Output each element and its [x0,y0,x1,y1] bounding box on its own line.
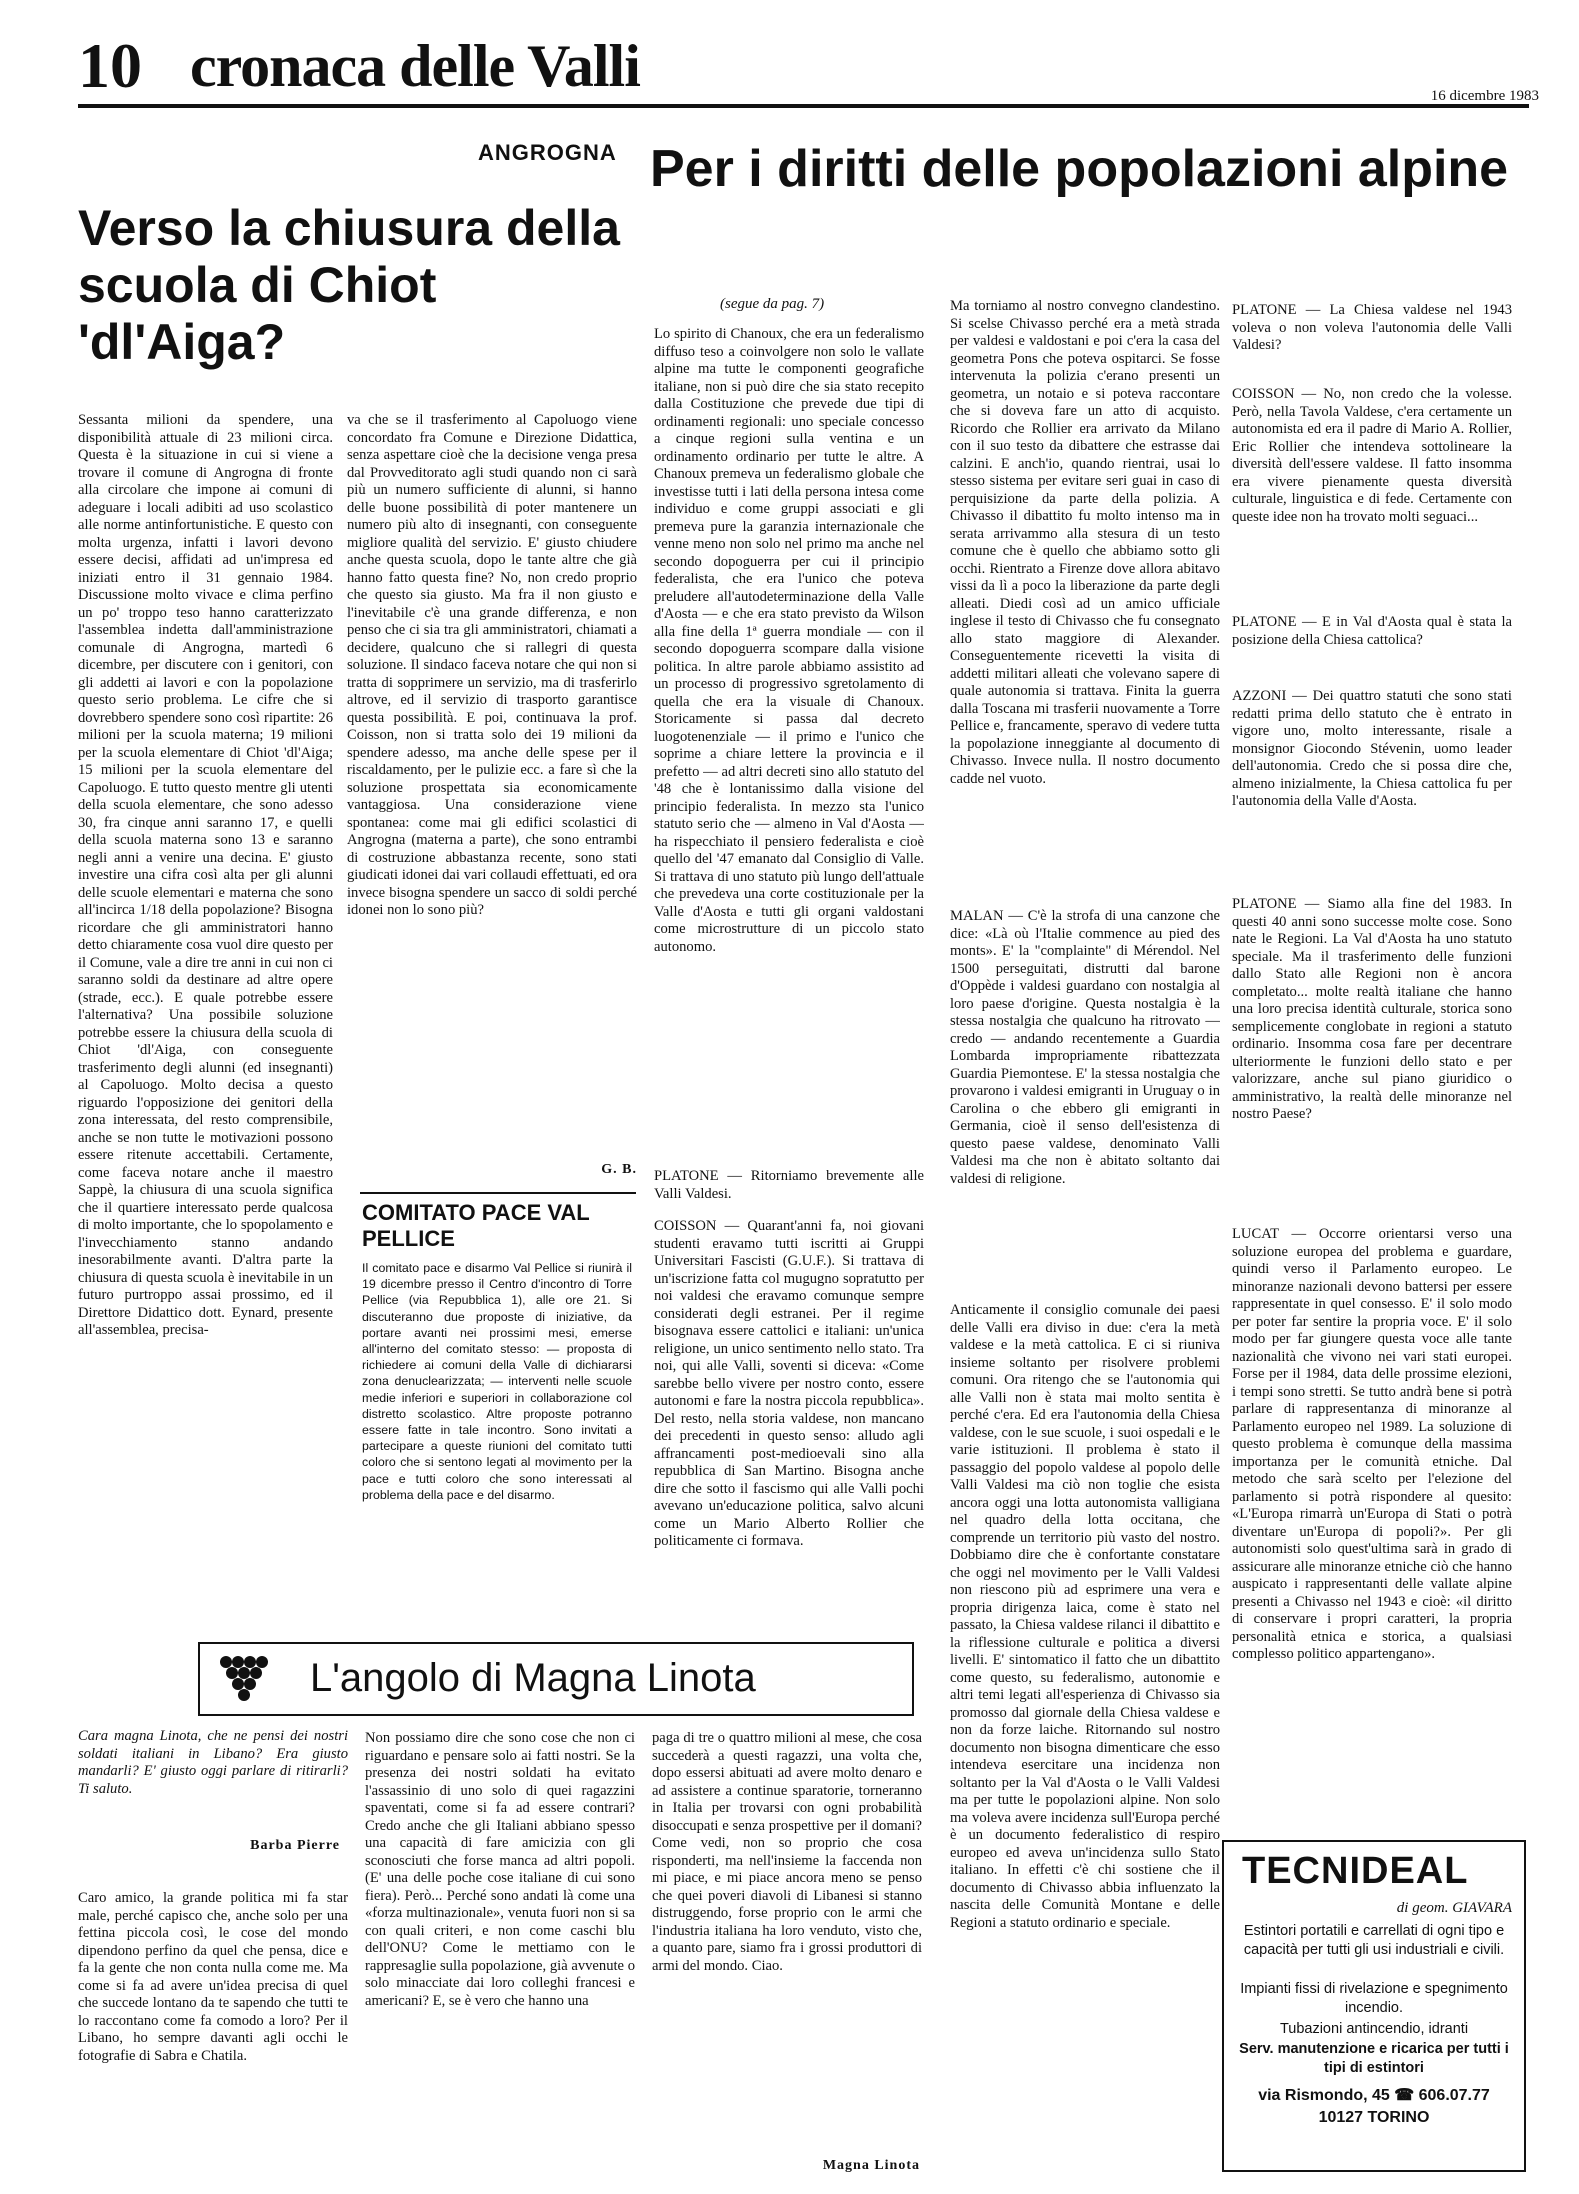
ad-line-2: Impianti fissi di rivelazione e spegnimento incendio. [1240,1981,1508,2016]
article-kicker: ANGROGNA [478,140,617,165]
right-column-3-f: LUCAT — Occorre orientarsi verso una soluzione europea del problema e guardare, quindi verso il Parlamento europeo. Le minoranze nazionali devono battersi per essere rappresentate in quel consesso. E' il solo modo per poter far sentire la propria voce. E' il solo modo per far giungere questa voce alle tante nazionalità che vivono nei vari stati europei. Forse per il 1984, data delle prossime elezioni, i tempi sono stretti. Se tutto andrà bene si potrà parlare di rappresentanza di minoranze al Parlamento europeo nel 1989. La soluzione di questo problema è comunque della massima importanza per le comunità etniche. Dal metodo che sarà scelto per l'elezione del parlamento si potrà rispondere al quesito: «L'Europa rimarrà un'Europa di Stati o potrà diventare un'Europa di popoli?». Per gli autonomisti solo quest'ultima sarà in grado di assicurare alle minoranze etniche ciò che hanno auspicato i rappresentanti delle vallate alpine presenti a Chivasso nel 1943 e cioè: «il diritto di conservare i propri caratteri, la propria personalità etnica e storica, a qualsiasi complesso politico appartengano». [1232,1226,1512,1662]
newspaper-section-title: cronaca delle Valli [190,33,640,99]
right-column-3-b: COISSON — No, non credo che la volesse. Però, nella Tavola Valdese, c'era certamente un autonomista ed era il padre di Mario A. Rollier, Eric Rollier che intendeva sottolineare la diversità dell'essere valdese. Il fatto insomma era vivere pienamente questa diversità culturale, linguistica e di fede. Certamente con queste idee non ha trovato molti seguaci... [1232,386,1512,525]
continued-note: (segue da pag. 7) [720,296,825,312]
magna-linota-title: L'angolo di Magna Linota [310,1656,756,1700]
ad-city: 10127 TORINO [1318,2109,1430,2126]
right-column-1-coisson: COISSON — Quarant'anni fa, noi giovani studenti eravamo tutti iscritti ai Gruppi Universitari Fascisti (G.U.F.). Si trattava di un'iscrizione fatta col mugugno sopratutto per noi valdesi che eravamo comunque sempre considerati degli estranei. Per il regime bisognava essere cattolici e italiani: un'unica religione, un unico sentimento nello stato. Tra noi, qui alle Valli, soventi si diceva: «Come sarebbe bello vivere per nostro conto, essere autonomi e fare la nostra piccola repubblica». Del resto, nella storia valdese, non mancano dei precedenti in questo senso: alludo agli affrancamenti post-medioevali sino alla repubblica di San Martino. Bisogna anche dire che sotto il fascismo qui alle Valli pochi avevano un'educazione politica, salvo alcuni come un Mario Alberto Rollier che politicamente ci formava. [654,1218,924,1549]
reply-column-2: Non possiamo dire che sono cose che non ci riguardano e pensare solo ai fatti nostri. Se la presenza dei nostri soldati ha evitato l'assassinio di uno solo di quei ragazzini spaventati, come si fa ad essere contrari? Credo anche che gli Italiani abbiano spesso una capacità di fare amicizia con gli sconosciuti che forse manca ad altri popoli. (E' una delle poche cose italiane di cui sono fiera). Però... Perché sono andati là come una «forza multinazionale», venuta fuori non si sa con quali criteri, e non come caschi blu dell'ONU? Come le mettiamo con le rappresaglie sulla popolazione, già avvenute o solo minacciate dai loro colleghi francesi e americani? E, se è vero che hanno una [365,1730,635,2009]
comitato-text: Il comitato pace e disarmo Val Pellice si riunirà il 19 dicembre presso il Centro d'incontro di Torre Pellice (via Repubblica 1), alle ore 21. Si discuteranno due proposte di iniziative, da portare avanti nei prossimi mesi, emerse all'interno del comitato stesso: — proposta di richiedere ai comuni della Valle di dichiararsi zona denuclearizzata; — interventi nelle scuole medie inferiori e superiori in collaborazione col distretto scolastico. Altre proposte potranno essere fatte in tale incontro. Sono invitati a partecipare a queste riunioni del comitato tutti coloro che si sentono legati al movimento per la pace e tutti coloro che sono interessati al problema della pace e del disarmo. [362,1261,632,1502]
right-column-2: Ma torniamo al nostro convegno clandestino. Si scelse Chivasso perché era a metà strada per valdesi e valdostani e poi c'era la casa del geometra Pons che poteva ospitarci. Se fosse intervenuta la polizia c'erano presenti un geometra, un notaio e si poteva raccontare che si doveva fare un atto di acquisto. Ricordo che Rollier era arrivato da Milano con il suo testo da dibattere che estrasse dai calzini. E anch'io, quando rientrai, usai lo stesso sistema per evitare seri guai in caso di perquisizione da parte della polizia. A Chivasso il dibattito fu molto intenso ma in serata arrivammo alla stesura di un testo comune che è quello che abbiamo sotto gli occhi. Rientrato a Firenze dove allora abitavo vissi da lì a poco la liberazione da parte degli alleati. Diedi così ad un amico ufficiale inglese il testo di Chivasso che fu consegnato allo stato maggiore di Alexander. Conseguentemente ricevetti la visita di addetti militari alleati che volevano sapere di quale autonomia si trattava. Finita la guerra dalla Toscana mi trasferii nuovamente a Torre Pellice e, francamente, speravo di vedere tutta la popolazione inneggiante al documento di Chivasso. Invece nulla. Il nostro documento cadde nel vuoto. [950,298,1220,787]
article-headline: Verso la chiusura della scuola di Chiot 'dl'Aiga? [78,200,620,370]
ad-line-3: Tubazioni antincendio, idranti [1279,2021,1469,2037]
ad-address: via Rismondo, 45 ☎ 606.07.77 [1258,2087,1490,2104]
right-column-1: Lo spirito di Chanoux, che era un federalismo diffuso teso a coinvolgere non solo le vallate alpine ma tutte le componenti geografiche italiane, non si può dire che sia stato recepito dalla Costituzione che prevede due tipi di ordinamenti regionali: uno speciale concesso a cinque regioni sulla ventina e un ordinamento ordinario per tutte le altre. A Chanoux premeva un federalismo globale che investisse tutti i lati della persona intesa come individuo e come gruppi associati e gli premeva pure la garanzia internazionale che venne meno non solo nel primo ma anche nel secondo dopoguerra per cui il principio federalista, che era l'unico che poteva preludere all'autodeterminazione della Valle d'Aosta — e che era stato previsto da Wilson alla fine della 1ª guerra mondiale — con il secondo dopoguerra scompare dalla visione politica. In altre parole abbiamo assistito ad un processo di progressivo sgretolamento di quella che era la visuale di Chanoux. Storicamente si passa dal decreto luogotenenziale — il primo e l'unico che soprime a chiare lettere la provincia e il prefetto — ad altri decreti sino allo statuto del '48 che è lontanissimo dalla visione del principio federalista. In mezzo sta l'unico statuto serio che — almeno in Val d'Aosta — ha rispecchiato il pensiero federalista e cioè quello del '47 emanato dal Consiglio di Valle. Si trattava di uno statuto più lungo dell'attuale che prevedeva una corte costituzionale per la Valle d'Aosta e tutti gli organi valdostani come microstrutture di un piccolo stato autonomo. [654,326,924,955]
reader-letter-signature: Barba Pierre [250,1838,340,1853]
right-article-headline: Per i diritti delle popolazioni alpine [650,140,1509,198]
ad-line-1: Estintori portatili e carrellati di ogni tipo e capacità per tutti gli usi industriali e civili. [1243,1923,1505,1958]
article-column-2: va che se il trasferimento al Capoluogo viene concordato fra Comune e Direzione Didattica, senza aspettare cioè che la decisione venga presa dal Provveditorato agli studi quando non ci sarà più un numero sufficiente di alunni, si hanno delle buone possibilità di poter mantenere un numero più alto di insegnanti, con conseguente migliore qualità del servizio. E' giusto chiudere anche questa scuola, dopo le tante altre che già hanno fatto questa fine? No, non credo proprio che questo sia giusto. Ma fra il non giusto e l'inevitabile c'è una grande differenza, e non penso che ci sia tra gli amministratori, chiamati a decidere, qualcuno che si rallegri di questa soluzione. Il sindaco faceva notare che qui non si tratta di sopprimere un servizio, ma di trasferirlo altrove, ed il servizio di trasporto garantisce questa possibilità. E poi, continuava la prof. Coisson, non si tratta solo dei 19 milioni da spendere adesso, ma anche delle spese per il riscaldamento, per le pulizie ecc. a fare sì che la soluzione prospettata sia economicamente vantaggiosa. Una considerazione viene spontanea: come mai gli edifici scolastici di Angrogna (materna a parte), che sono entrambi di costruzione abbastanza recente, sono stati giudicati idonei dai vari collaudi effettuati, ed ora invece bisogna spendere un sacco di soldi perché idonei non lo sono più? [347,412,637,918]
right-column-3-d: AZZONI — Dei quattro statuti che sono stati redatti prima dello statuto che è entrato in vigore uno, molto interessante, risale a monsignor Giocondo Stévenin, uomo leader dell'autonomia. Credo che si possa dire che, almeno inizialmente, la Chiesa cattolica fu per l'autonomia della Valle d'Aosta. [1232,688,1512,809]
reply-column-3: paga di tre o quattro milioni al mese, che cosa succederà a questi ragazzi, una volta che, dopo essersi abituati ad avere molto denaro e ad assistere a continue sparatorie, torneranno in Italia per trovarsi con ogni probabilità disoccupati e senza prospettive per il domani? Come vedi, non so proprio che cosa risponderti, ma nell'insieme la faccenda non mi piace, e mi piace ancora meno se penso che quei poveri diavoli di Libanesi si stanno distruggendo, forse proprio con le armi che l'industria italiana ha loro venduto, visto che, a quanto pare, siamo fra i grossi produttori di armi del mondo. Ciao. [652,1730,922,1974]
magna-linota-banner [198,1642,914,1716]
right-column-2-malan: MALAN — C'è la strofa di una canzone che dice: «Là où l'Italie commence au pied des monts». E' la "complainte" di Mérendol. Nel 1500 perseguitati, distrutti dal barone d'Oppède i valdesi guardano con nostalgia al loro paese d'origine. Questa nostalgia è la stessa nostalgia che qualcuno ha ritrovato — credo — andando recentemente a Guardia Lombarda impropriamente ribattezzata Guardia Piemontese. E' la stessa nostalgia che provarono i valdesi emigranti in Uruguay o in Carolina o che ebbero gli emigranti in Germania, cioè il senso dell'esistenza di questo paese valdese, denominato Valli Valdesi ma che non è abitato soltanto dai valdesi di religione. [950,908,1220,1187]
page-number: 10 [78,30,142,101]
right-column-3-c: PLATONE — E in Val d'Aosta qual è stata la posizione della Chiesa cattolica? [1232,614,1512,648]
right-column-3-e: PLATONE — Siamo alla fine del 1983. In questi 40 anni sono successe molte cose. Sono nate le Regioni. La Val d'Aosta ha uno statuto speciale. Ma il trasferimento delle funzioni dallo Stato alle Regioni non è ancora completato... molte realtà italiane che hanno una loro precisa identità culturale, storica sono semplicemente conglobate in regioni a statuto ordinario. Insomma cosa fare per decentrare ulteriormente le funzioni dello stato e per valorizzare, anche sul piano giuridico o amministrativo, la realtà delle minoranze nel nostro Paese? [1232,896,1512,1122]
header-rule [78,104,1529,108]
right-column-1-platone: PLATONE — Ritorniamo brevemente alle Valli Valdesi. [654,1168,924,1202]
ad-brand: TECNIDEAL [1242,1850,1469,1892]
article-column-1: Sessanta milioni da spendere, una disponibilità attuale di 23 milioni circa. Questa è la situazione in cui si viene a trovare il comune di Angrogna di fronte alla circolare che impone ai comuni di adeguare i locali adibiti ad uso scolastico alle norme antinfortunistiche. E questo con molta urgenza, infatti i lavori devono essere decisi, affidati ad un'impresa ed iniziati entro il 31 gennaio 1984. Discussione molto vivace e clima perfino un po' troppo teso hanno caratterizzato l'assemblea indetta dall'amministrazione comunale di Angrogna, martedì 6 dicembre, per discutere con i genitori, con gli addetti ai lavori e con la popolazione questo serio problema. Le cifre che si dovrebbero spendere sono così ripartite: 26 milioni per la scuola materna; 19 milioni per la scuola elementare di Chiot 'dl'Aiga; 15 milioni per la scuola elementare del Capoluogo. E tutto questo mentre gli utenti della scuola elementare, che sono adesso 30, fra cinque anni saranno 17, e quelli della scuola materna sono 13 e saranno negli anni a venire una decina. E' giusto investire una cifra così alta per gli alunni delle scuole elementari e materna che sono all'incirca 1/18 della popolazione? Bisogna ricordare che gli amministratori hanno detto chiaramente cosa vuol dire questo per il Comune, vale a dire tre anni in cui non ci saranno soldi da destinare ad altre opere (strade, ecc.). E quale potrebbe essere l'alternativa? Una possibile soluzione potrebbe essere la chiusura della scuola di Chiot 'dl'Aiga, con conseguente trasferimento degli alunni (ed insegnanti) al Capoluogo. Molto decisa a questo riguardo l'opposizione dei genitori della zona interessata, del resto comprensibile, anche se non tutte le motivazioni possono essere ritenute accettabili. Certamente, come faceva notare anche il maestro Sappè, la chiusura di una scuola significa che il quartiere interessato perde qualcosa di molto importante, che lo spopolamento e l'invecchiamento stanno andando inesorabilmente avanti. D'altra parte la chiusura di questa scuola è inevitabile in un futuro purtroppo assai prossimo, ed il Direttore Didattico dott. Eynard, presente all'assemblea, precisa- [78,412,333,1338]
ad-line-4: Serv. manutenzione e ricarica per tutti i tipi di estintori [1239,2041,1509,2076]
reply-signature: Magna Linota [822,2158,920,2173]
comitato-title: COMITATO PACE VAL PELLICE [362,1200,590,1251]
issue-date: 16 dicembre 1983 [1430,88,1539,104]
tecnideal-ad [1222,1840,1526,2172]
right-column-3-a: PLATONE — La Chiesa valdese nel 1943 voleva o non voleva l'autonomia delle Valli Valdesi? [1232,302,1512,353]
reply-column-1: Caro amico, la grande politica mi fa star male, perché capisco che, anche solo per una fettina piccola così, le cose del mondo dipendono perfino da quel che pensa, dice e fa la gente che non conta nulla come me. Ma come si fa ad avere un'idea precisa di quel che succede lontano da te sapendo che tutti te lo raccontano come fa comodo a loro? Per il Libano, ho sempre davanti agli occhi le fotografie di Sabra e Chatila. [78,1890,348,2064]
ad-owner: di geom. GIAVARA [1396,1900,1512,1916]
comitato-rule [360,1192,636,1194]
right-column-2-b: Anticamente il consiglio comunale dei paesi delle Valli era diviso in due: c'era la metà valdese e la metà cattolica. E ci si riuniva insieme soltanto per risolvere problemi comuni. Ora ritengo che se l'autonomia qui alle Valli non è stata mai molto sentita è perché c'era. Ed era l'autonomia della Chiesa valdese, con le sue scuole, i suoi ospedali e le varie istituzioni. Il problema è stato il passaggio del popolo valdese al popolo delle Valli Valdesi ma ciò non toglie che esista ancora oggi una lotta autonomista valligiana nel quadro della lotta occitana, che comprende un territorio più vasto del nostro. Dobbiamo dire che è confortante constatare che oggi nel movimento per le Valli Valdesi non riescono più ad esprimere una vera e propria dirigenza laica, come è stato nel passato, la Chiesa valdese rilanci il dibattito e la riflessione culturale e politica a diversi livelli. E' sintomatico il fatto che un dibattito come questo, su federalismo, autonomie e altri temi legati all'esperienza di Chivasso sia promosso dal giornale della Chiesa valdese e non da forze laiche. Ritornando sul nostro documento non bisogna dimenticare che esso intendeva esercitare una incidenza non soltanto per la Val d'Aosta o le Valli Valdesi ma per tutte le popolazioni alpine. Non solo ma voleva avere incidenza sull'Europa perché è un documento federalistico di respiro europeo ed aveva un'incidenza sullo Stato italiano. In effetti c'è chi sostiene che il documento di Chivasso abbia influenzato la nascita delle Comunità Montane e delle Regioni a statuto ordinario e speciale. [950,1302,1220,1931]
article-signature: G. B. [601,1162,637,1177]
grapes-icon [212,1652,276,1706]
reader-letter: Cara magna Linota, che ne pensi dei nostri soldati italiani in Libano? Era giusto mandarli? E' giusto oggi parlare di ritirarli? Ti saluto. [78,1728,348,1797]
